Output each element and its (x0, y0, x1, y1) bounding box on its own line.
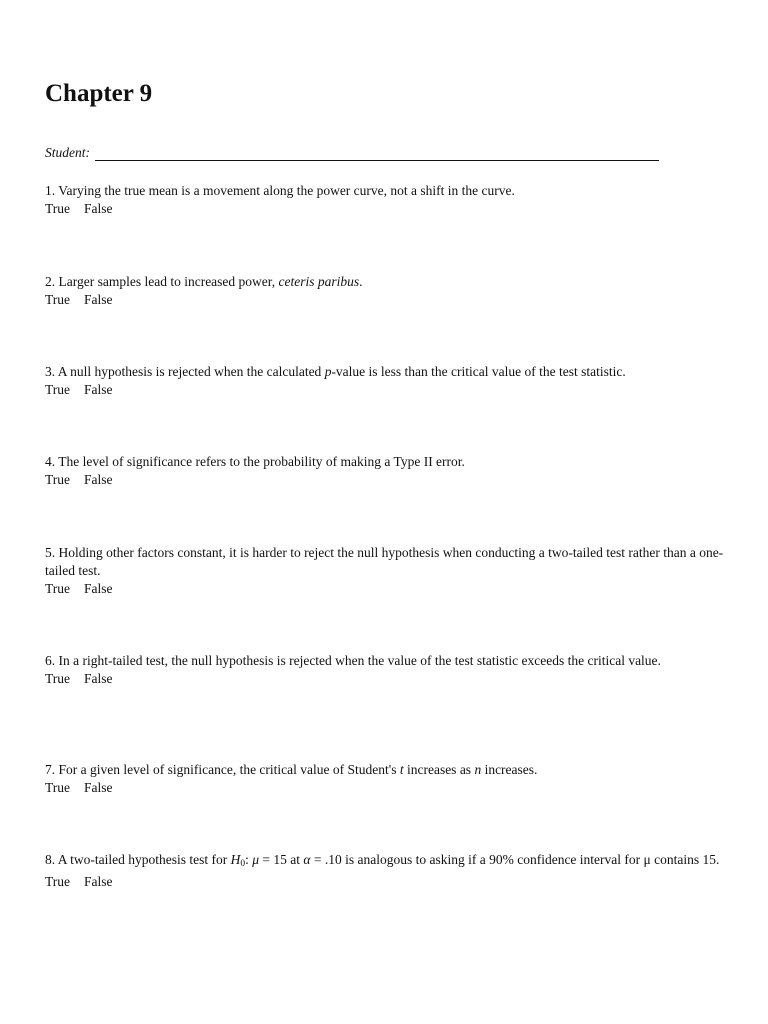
question-6-text: 6. In a right-tailed test, the null hypothesis is rejected when the value of the test statistic exceeds the critical value. (45, 653, 661, 668)
question-7-answers (45, 779, 725, 797)
question-2-answers (45, 291, 725, 309)
answer-true-option[interactable]: True (45, 874, 71, 889)
answer-true-option[interactable]: True (45, 201, 71, 216)
student-label: Student: (45, 145, 90, 160)
answer-false-option[interactable]: False (84, 780, 113, 795)
answer-false-option[interactable]: False (84, 292, 113, 307)
student-name-field[interactable] (95, 146, 659, 161)
answer-true-option[interactable]: True (45, 780, 71, 795)
answer-true-option[interactable]: True (45, 472, 71, 487)
question-3 (45, 363, 725, 399)
question-8-text: 8. A two-tailed hypothesis test for $H_0$: μ = 15 at α = .10 is analogous to asking if a 90% confidence interval for μ contains 15. (45, 852, 720, 869)
question-7-text: 7. For a given level of significance, the critical value of Student's t increases as n increases. (45, 762, 538, 777)
question-1-answers (45, 200, 725, 218)
question-5-text: 5. Holding other factors constant, it is harder to reject the null hypothesis when conducting a two-tailed test rather than a one-tailed test. (45, 545, 724, 578)
student-name-row (45, 145, 659, 161)
answer-false-option[interactable]: False (84, 472, 113, 487)
question-2 (45, 273, 725, 309)
question-7 (45, 761, 725, 797)
answer-false-option[interactable]: False (84, 671, 113, 686)
question-1-text: 1. Varying the true mean is a movement along the power curve, not a shift in the curve. (45, 183, 515, 198)
answer-true-option[interactable]: True (45, 382, 71, 397)
question-3-answers (45, 381, 725, 399)
answer-false-option[interactable]: False (84, 874, 113, 889)
answer-false-option[interactable]: False (84, 201, 113, 216)
question-5 (45, 544, 725, 598)
question-4 (45, 453, 725, 489)
question-3-text: 3. A null hypothesis is rejected when the calculated p-value is less than the critical value of the test statistic. (45, 364, 626, 379)
question-6 (45, 652, 725, 688)
question-1 (45, 182, 725, 218)
question-6-answers (45, 670, 725, 688)
question-4-text: 4. The level of significance refers to the probability of making a Type II error. (45, 454, 465, 469)
question-8-answers (45, 873, 725, 891)
page-title: Chapter 9 (45, 80, 153, 107)
question-8 (45, 851, 725, 891)
answer-true-option[interactable]: True (45, 581, 71, 596)
answer-true-option[interactable]: True (45, 292, 71, 307)
answer-false-option[interactable]: False (84, 382, 113, 397)
answer-false-option[interactable]: False (84, 581, 113, 596)
answer-true-option[interactable]: True (45, 671, 71, 686)
question-2-text: 2. Larger samples lead to increased power, ceteris paribus. (45, 274, 363, 289)
question-4-answers (45, 471, 725, 489)
question-5-answers (45, 580, 725, 598)
